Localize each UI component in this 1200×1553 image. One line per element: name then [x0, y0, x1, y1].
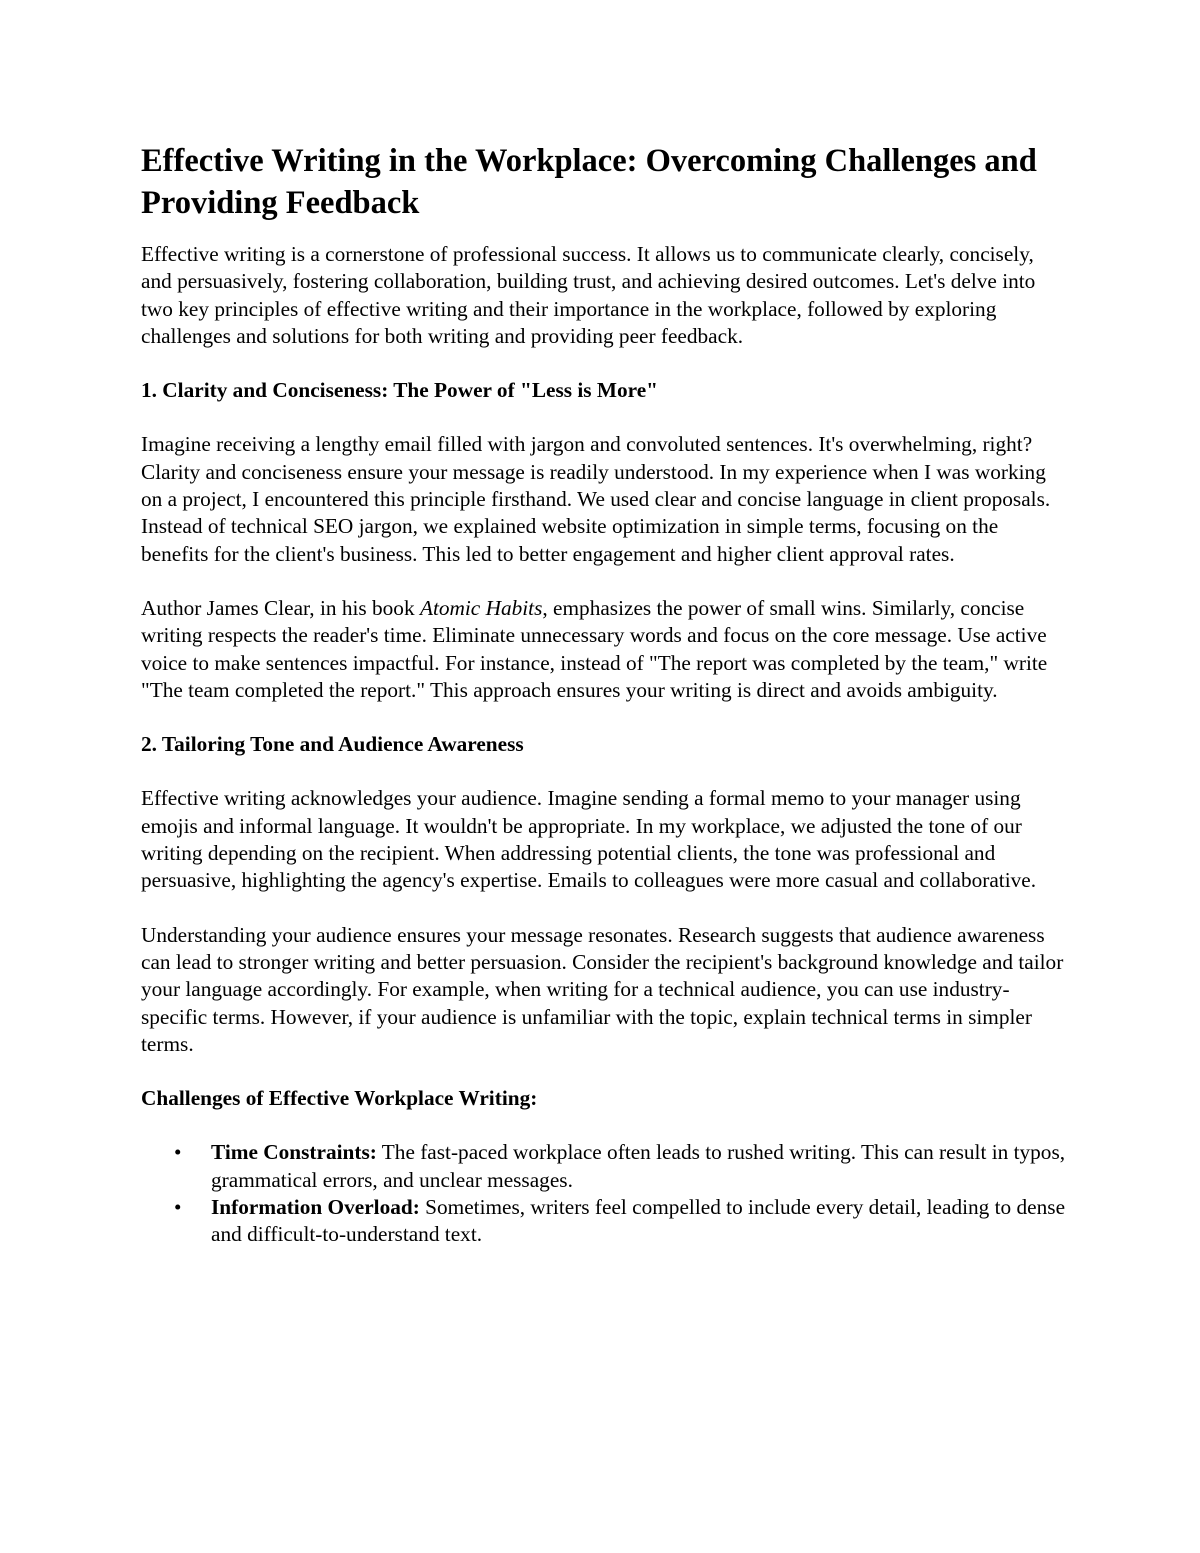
list-item	[141, 1139, 1066, 1194]
list-item-text: Sometimes, writers feel compelled to include every detail, leading to dense and difficult-to-understand text.	[211, 1195, 1066, 1247]
challenges-list	[141, 1139, 1066, 1248]
list-item-term: Time Constraints:	[211, 1140, 377, 1165]
document-title: Effective Writing in the Workplace: Overcoming Challenges and Providing Feedback	[141, 143, 1037, 221]
challenges-heading: Challenges of Effective Workplace Writing:	[141, 1086, 538, 1111]
section-1-heading: 1. Clarity and Conciseness: The Power of "Less is More"	[141, 378, 659, 403]
section-1-paragraph-2	[141, 595, 1066, 704]
paragraph-text-after-book: , emphasizes the power of small wins. Similarly, concise writing respects the reader's time. Eliminate unnecessary words and focus on the core message. Use active voice to make sentences impactful. For instance, instead of "The report was completed by the team," write "The team completed the report." This approach ensures your writing is direct and avoids ambiguity.	[141, 595, 1048, 702]
section-1-paragraph-1: Imagine receiving a lengthy email filled with jargon and convoluted sentences. It's overwhelming, right? Clarity and conciseness ensure your message is readily understood. In my experience when I was working on a project, I encountered this principle firsthand. We used clear and concise language in client proposals. Instead of technical SEO jargon, we explained website optimization in simple terms, focusing on the benefits for the client's business. This led to better engagement and higher client approval rates.	[141, 432, 1051, 566]
document-page	[141, 140, 1066, 1249]
book-title: Atomic Habits	[419, 595, 543, 620]
section-2-paragraph-2: Understanding your audience ensures your message resonates. Research suggests that audience awareness can lead to stronger writing and better persuasion. Consider the recipient's background knowledge and tailor your language accordingly. For example, when writing for a technical audience, you can use industry-specific terms. However, if your audience is unfamiliar with the topic, explain technical terms in simpler terms.	[141, 922, 1064, 1056]
list-item	[141, 1194, 1066, 1249]
bullet-icon: •	[174, 1140, 182, 1165]
section-2-heading: 2. Tailoring Tone and Audience Awareness	[141, 732, 524, 757]
list-item-text: The fast-paced workplace often leads to rushed writing. This can result in typos, grammatical errors, and unclear messages.	[211, 1140, 1066, 1192]
list-item-term: Information Overload:	[211, 1195, 420, 1220]
bullet-icon: •	[174, 1195, 182, 1220]
section-2-paragraph-1: Effective writing acknowledges your audience. Imagine sending a formal memo to your manager using emojis and informal language. It wouldn't be appropriate. In my workplace, we adjusted the tone of our writing depending on the recipient. When addressing potential clients, the tone was professional and persuasive, highlighting the agency's expertise. Emails to colleagues were more casual and collaborative.	[141, 786, 1037, 893]
paragraph-text-before-book: Author James Clear, in his book	[141, 595, 420, 620]
intro-paragraph: Effective writing is a cornerstone of professional success. It allows us to communicate clearly, concisely, and persuasively, fostering collaboration, building trust, and achieving desired outcomes. Let's delve into two key principles of effective writing and their importance in the workplace, followed by exploring challenges and solutions for both writing and providing peer feedback.	[141, 242, 1036, 348]
